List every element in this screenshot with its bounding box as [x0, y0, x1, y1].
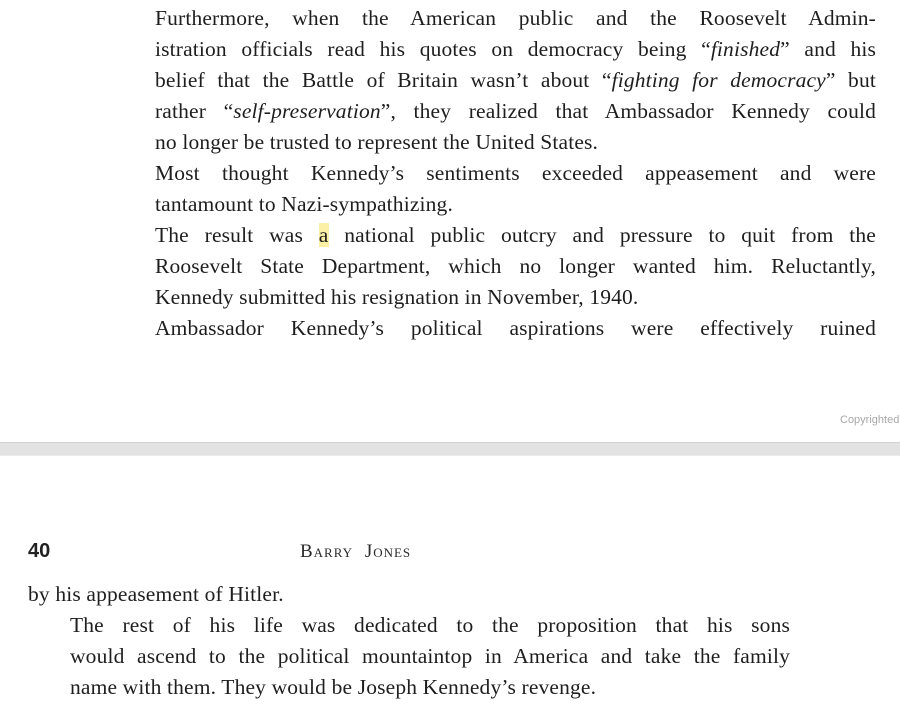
page-number: 40: [28, 540, 51, 562]
text-line: The rest of his life was dedicated to the proposition that his sons: [70, 613, 790, 637]
italic-fighting-for-democracy: fighting for democracy: [611, 68, 826, 92]
text-line: Furthermore, when the American public and the Roosevelt Admin-: [155, 6, 876, 30]
text-line: would ascend to the political mountaintop in America and take the family: [70, 644, 790, 668]
text-line: The result was a national public outcry and pressure to quit from the: [155, 223, 876, 247]
text-line: Ambassador Kennedy’s political aspirations were effectively ruined: [155, 316, 876, 340]
page-bottom-text[interactable]: [28, 579, 790, 703]
paragraph-1: [113, 3, 876, 158]
search-highlight: a: [318, 223, 329, 247]
paragraph-2: [113, 158, 876, 220]
text-line: Most thought Kennedy’s sentiments exceeded appeasement and were: [155, 161, 876, 185]
text-line: Roosevelt State Department, which no longer wanted him. Reluctantly,: [155, 254, 876, 278]
copyright-watermark: Copyrighted: [840, 414, 900, 426]
text-line: belief that the Battle of Britain wasn’t about “fighting for democracy” but: [155, 68, 876, 92]
text-line: by his appeasement of Hitler.: [28, 582, 284, 606]
text-line: name with them. They would be Joseph Kennedy’s revenge.: [70, 675, 597, 699]
italic-self-preservation: self-preservation: [233, 99, 381, 123]
text-line: Kennedy submitted his resignation in November, 1940.: [155, 285, 639, 309]
italic-finished: finished: [710, 37, 781, 61]
text-line: istration officials read his quotes on democracy being “finished” and his: [155, 37, 877, 61]
paragraph-4: [113, 313, 876, 344]
page-top-text[interactable]: [113, 3, 876, 344]
paragraph-continued: [28, 579, 790, 610]
text-line: rather “self-preservation”, they realized that Ambassador Kennedy could: [155, 99, 876, 123]
paragraph-3: [113, 220, 876, 313]
page-divider: [0, 442, 900, 456]
text-line: no longer be trusted to represent the United States.: [155, 130, 599, 154]
running-head: Barry Jones: [300, 541, 412, 562]
page-bottom: [0, 456, 900, 708]
text-line: tantamount to Nazi-sympathizing.: [155, 192, 453, 216]
paragraph-5: [28, 610, 790, 703]
